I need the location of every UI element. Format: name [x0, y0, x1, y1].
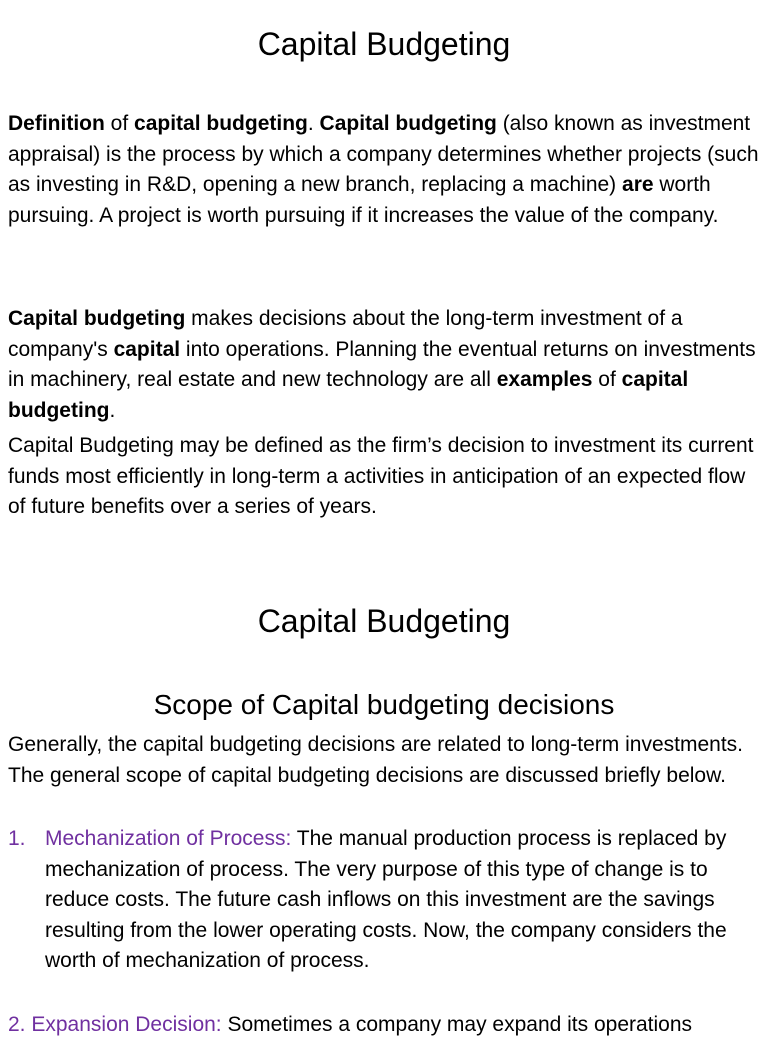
- list-number: 1.: [8, 827, 26, 850]
- text-run: of: [592, 368, 622, 391]
- scope-subtitle: Scope of Capital budgeting decisions: [153, 689, 615, 720]
- text-run: .: [307, 112, 320, 135]
- slide1-title: Capital Budgeting: [257, 26, 511, 62]
- bold-term: Capital budgeting: [8, 307, 186, 330]
- list-item: [8, 824, 764, 977]
- cut-off-list-item: [8, 1010, 692, 1040]
- bold-term: capital: [113, 337, 181, 361]
- text-run: worth pursuing. A project is worth pursuing if it increases the value of the company.: [8, 173, 719, 227]
- firm-decision-paragraph: Capital Budgeting may be defined as the firm’s decision to investment its current funds most efficiently in long-term a activities in anticipation of an expected flow of future benefits over a series of years.: [8, 434, 754, 518]
- definition-paragraph: [8, 109, 764, 231]
- text-run: makes decisions about the long-term investment of a company's: [8, 307, 683, 361]
- bold-term: capital budgeting: [8, 368, 689, 422]
- slide2-title: Capital Budgeting: [257, 603, 511, 639]
- text-run: (also known as investment appraisal) is the process by which a company determines whether projects (such as investing in R&D, opening a new branch, replacing a machine): [8, 112, 759, 196]
- text-run: .: [109, 398, 116, 422]
- list-text: Sometimes a company may expand its operations: [221, 1013, 693, 1036]
- list-term: Mechanization of Process:: [45, 827, 292, 850]
- bold-term: are: [622, 173, 654, 196]
- list-term: Expansion Decision:: [31, 1013, 222, 1036]
- bold-term: Capital budgeting: [319, 112, 497, 135]
- scope-list: [8, 824, 764, 977]
- scope-intro-paragraph: Generally, the capital budgeting decisions are related to long-term investments. The general scope of capital budgeting decisions are discussed briefly below.: [8, 733, 744, 787]
- bold-term: Definition: [8, 112, 105, 135]
- decisions-paragraph: [8, 304, 764, 426]
- list-text: The manual production process is replaced by mechanization of process. The very purpose of this type of change is to reduce costs. The future cash inflows on this investment are the savings resulting from the lower operating costs. Now, the company considers the worth of mechanization of process.: [45, 827, 727, 972]
- list-number: 2.: [8, 1013, 26, 1036]
- bold-term: examples: [496, 368, 593, 391]
- text-run: into operations. Planning the eventual returns on investments in machinery, real estate and new technology are all: [8, 337, 756, 391]
- bold-term: capital budgeting: [134, 112, 308, 135]
- text-run: of: [104, 112, 135, 135]
